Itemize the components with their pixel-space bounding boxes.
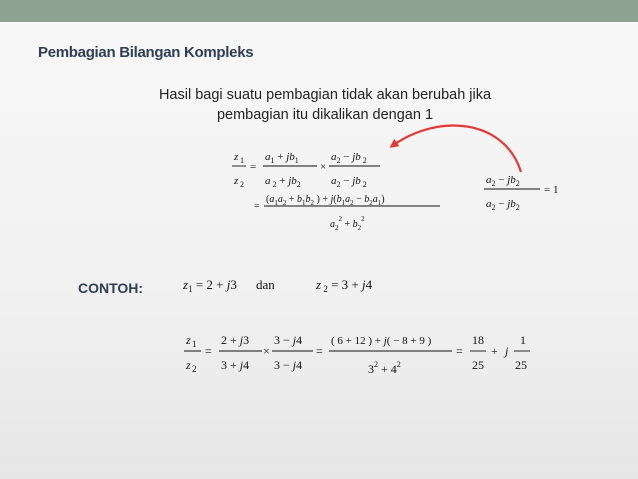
- slide-title: Pembagian Bilangan Kompleks: [38, 44, 254, 61]
- svg-text:z: z: [186, 333, 191, 347]
- svg-text:2: 2: [240, 180, 244, 189]
- intro-line-2: pembagian itu dikalikan dengan 1: [216, 107, 434, 123]
- svg-text:1: 1: [192, 339, 197, 349]
- svg-text:j: j: [505, 344, 509, 358]
- arrow-icon: [392, 125, 521, 172]
- svg-text:( 6 + 12 ) + j( − 8 + 9 ): ( 6 + 12 ) + j( − 8 + 9 ): [331, 335, 432, 347]
- svg-text:1: 1: [240, 156, 244, 165]
- svg-text:2 + j3: 2 + j3: [221, 333, 250, 347]
- svg-text:32 + 42: $3^2 + 4^2$: [368, 360, 401, 376]
- svg-text:a2 − jb2: $a_2 - jb_2$: [486, 174, 520, 188]
- svg-text:25: 25: [515, 358, 527, 372]
- svg-text:a2 − jb2: $a_2 - jb_2$: [486, 198, 520, 212]
- svg-text:a2 − jb 2: $a_2$ − jb $_2$: [331, 151, 367, 165]
- svg-text:1: 1: [520, 333, 526, 347]
- svg-text:=: =: [254, 201, 260, 212]
- example-definition: [182, 277, 373, 294]
- svg-text:z1 = 2 + j3: $z_1 = 2 + j3$: [183, 277, 237, 294]
- svg-text:2: 2: [192, 364, 197, 374]
- example-computation: [184, 333, 530, 376]
- svg-text:3 − j4: 3 − j4: [274, 358, 303, 372]
- svg-text:3 + j4: 3 + j4: [221, 358, 250, 372]
- svg-text:z: z: [186, 358, 191, 372]
- contoh-label: CONTOH:: [78, 280, 144, 296]
- unity-fraction: [484, 174, 558, 212]
- svg-text:a 2 + jb2: a $_2 + jb_2$: [265, 175, 301, 189]
- svg-text:×: ×: [263, 344, 270, 358]
- svg-text:×: ×: [320, 161, 327, 173]
- dan-word: dan: [256, 277, 275, 292]
- svg-text:3 − j4: 3 − j4: [274, 333, 303, 347]
- svg-text:z: z: [234, 151, 239, 163]
- svg-text:=: =: [316, 344, 323, 358]
- svg-text:+: +: [491, 344, 498, 358]
- svg-text:z: z: [234, 175, 239, 187]
- svg-text:(a1a2 + b1b2 ) + j(b1a2 − b2a1: ($a_1a_2 + b_1b_2$ ) + $j(b_1a_2 - b_2a_1)$: [266, 194, 385, 207]
- svg-text:=: =: [205, 344, 212, 358]
- svg-text:a2 − jb 2: $a_2$ − jb $_2$: [331, 175, 367, 189]
- svg-text:=: =: [250, 161, 257, 173]
- general-formula: [232, 151, 380, 189]
- svg-text:a1 + jb1: $a_1 + jb_1$: [265, 151, 299, 165]
- svg-text:25: 25: [472, 358, 484, 372]
- svg-text:18: 18: [472, 333, 484, 347]
- svg-text:= 1: = 1: [544, 184, 559, 196]
- intro-line-1: Hasil bagi suatu pembagian tidak akan berubah jika: [158, 87, 492, 103]
- result-formula: [254, 194, 440, 232]
- svg-text:a22 + b22: $a_2^2 + b_2^2$: [330, 215, 365, 232]
- svg-text:z 2 = 3 + j4: z $_2$ = 3 + j4: [316, 277, 373, 294]
- svg-text:=: =: [456, 344, 463, 358]
